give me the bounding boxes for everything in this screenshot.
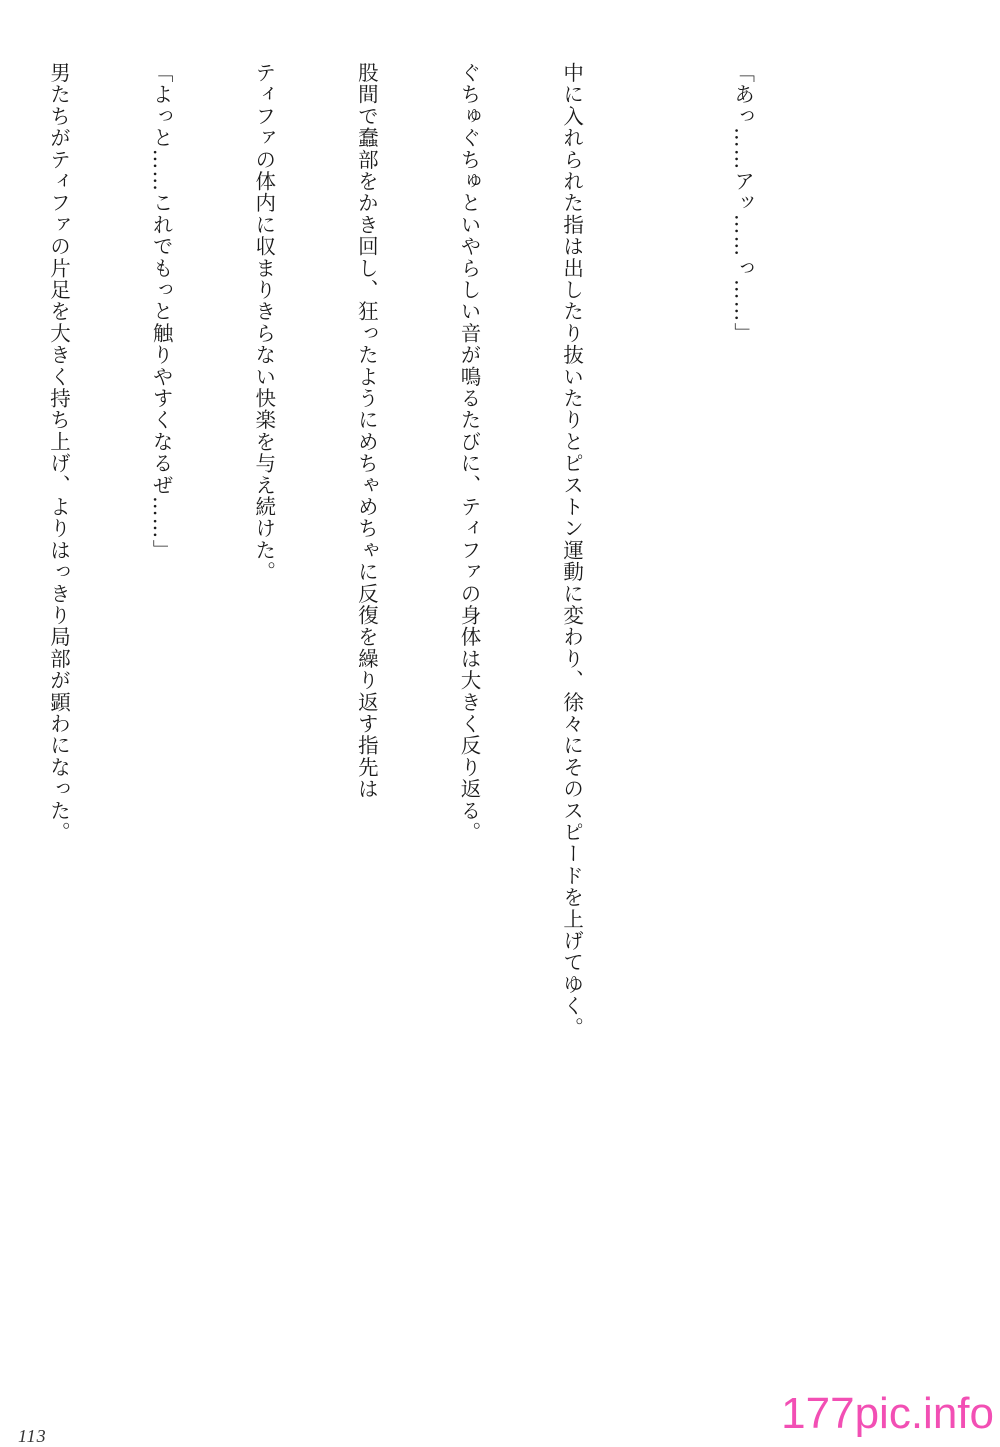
- text-line: ぐちゅぐちゅといやらしい音が鳴るたびに、ティファの身体は大きく反り返る。: [456, 62, 481, 844]
- text-line: 男たちがティファの片足を大きく持ち上げ、よりはっきり局部が顕わになった。: [46, 62, 71, 844]
- text-line: ティファの体内に収まりきらない快楽を与え続けた。: [251, 62, 276, 583]
- text-line: 股間で蠢部をかき回し、狂ったようにめちゃめちゃに反復を繰り返す指先は: [354, 62, 379, 800]
- site-watermark: 177pic.info: [781, 1389, 994, 1438]
- text-line: 「よっと……これでもっと触りやすくなるぜ……」: [149, 62, 174, 562]
- page-number: 113: [18, 1426, 47, 1446]
- vertical-text-block: [0, 62, 828, 1039]
- text-line: 「あっ……アッ……っ……」: [730, 62, 755, 345]
- text-line: 中に入れられた指は出したり抜いたりとピストン運動に変わり、徐々にそのスピードを上げてゆく。: [559, 62, 584, 1039]
